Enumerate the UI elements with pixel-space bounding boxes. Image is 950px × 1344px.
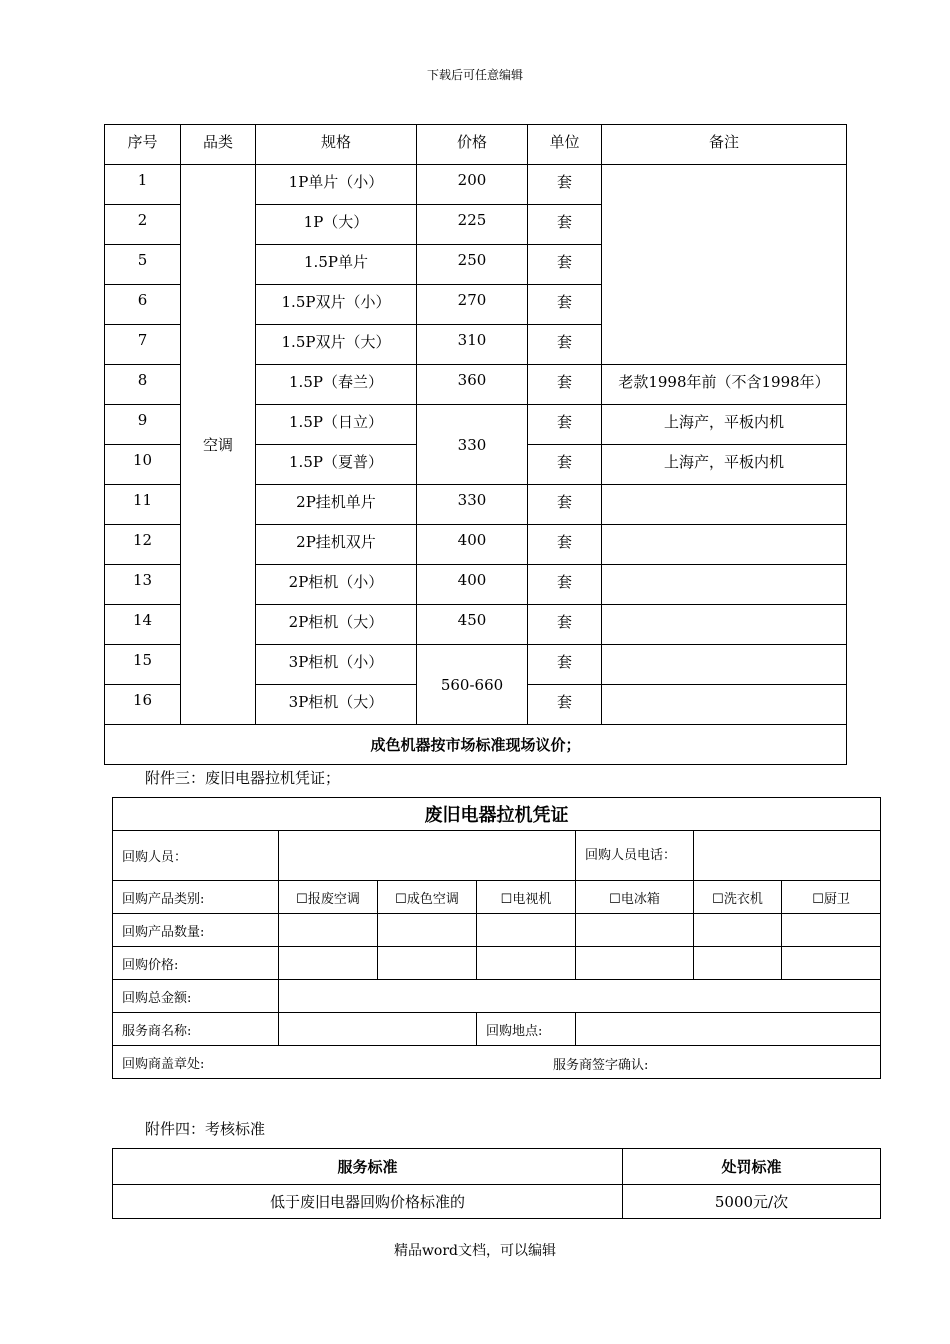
row-note: 上海产，平板内机 [602, 405, 847, 445]
buyer-label: 回购人员： [113, 831, 279, 881]
price-field[interactable] [279, 947, 378, 980]
row-spec: 1.5P（日立） [256, 405, 417, 445]
checkbox-tv[interactable]: ☐电视机 [477, 881, 576, 914]
row-price: 250 [417, 245, 528, 285]
price-field[interactable] [477, 947, 576, 980]
row-no: 5 [105, 245, 181, 285]
location-field[interactable] [576, 1013, 881, 1046]
col-header-category: 品类 [181, 125, 256, 165]
quantity-label: 回购产品数量: [113, 914, 279, 947]
row-unit: 套 [528, 325, 602, 365]
row-no: 6 [105, 285, 181, 325]
row-note [602, 525, 847, 565]
row-unit: 套 [528, 605, 602, 645]
attachment4-heading: 附件四：考核标准 [145, 1120, 266, 1138]
service-standard: 低于废旧电器回购价格标准的 [113, 1185, 623, 1219]
row-note: 老款1998年前（不含1998年） [602, 365, 847, 405]
row-spec: 1.5P（夏普） [256, 445, 417, 485]
row-spec: 2P挂机单片 [256, 485, 417, 525]
row-unit: 套 [528, 285, 602, 325]
row-price: 225 [417, 205, 528, 245]
stamp-signature-row [113, 1046, 881, 1079]
col-header-no: 序号 [105, 125, 181, 165]
row-spec: 1P（大） [256, 205, 417, 245]
price-label: 回购价格: [113, 947, 279, 980]
row-unit: 套 [528, 405, 602, 445]
row-unit: 套 [528, 445, 602, 485]
row-spec: 1P单片（小） [256, 165, 417, 205]
col-header-spec: 规格 [256, 125, 417, 165]
provider-label: 服务商名称: [113, 1013, 279, 1046]
row-no: 8 [105, 365, 181, 405]
row-no: 13 [105, 565, 181, 605]
row-price: 360 [417, 365, 528, 405]
row-unit: 套 [528, 525, 602, 565]
row-unit: 套 [528, 565, 602, 605]
total-field[interactable] [279, 980, 881, 1013]
row-note: 上海产，平板内机 [602, 445, 847, 485]
price-field[interactable] [782, 947, 881, 980]
col-header-unit: 单位 [528, 125, 602, 165]
row-no: 16 [105, 685, 181, 725]
quantity-field[interactable] [279, 914, 378, 947]
attachment3-heading: 附件三：废旧电器拉机凭证； [145, 769, 341, 787]
pickup-voucher-form [112, 797, 881, 1079]
table-footer-row [105, 725, 847, 765]
col-header-price: 价格 [417, 125, 528, 165]
row-spec: 2P柜机（小） [256, 565, 417, 605]
row-unit: 套 [528, 365, 602, 405]
checkbox-fridge[interactable]: ☐电冰箱 [576, 881, 694, 914]
recycle-price-table [104, 124, 847, 765]
row-unit: 套 [528, 645, 602, 685]
buyer-field[interactable] [279, 831, 576, 881]
row-spec: 2P柜机（大） [256, 605, 417, 645]
price-field[interactable] [694, 947, 782, 980]
row-no: 1 [105, 165, 181, 205]
total-label: 回购总金额: [113, 980, 279, 1013]
row-price-merged: 330 [417, 405, 528, 485]
row-price-merged: 560-660 [417, 645, 528, 725]
row-note [602, 485, 847, 525]
signature-label: 服务商签字确认: [553, 1058, 649, 1073]
row-spec: 3P柜机（小） [256, 645, 417, 685]
row-unit: 套 [528, 485, 602, 525]
row-spec: 1.5P双片（小） [256, 285, 417, 325]
checkbox-washer[interactable]: ☐洗衣机 [694, 881, 782, 914]
row-no: 15 [105, 645, 181, 685]
location-label: 回购地点: [477, 1013, 576, 1046]
row-no: 9 [105, 405, 181, 445]
row-no: 10 [105, 445, 181, 485]
quantity-field[interactable] [576, 914, 694, 947]
page-footer-note: 精品word文档，可以编辑 [393, 1243, 557, 1259]
row-price: 400 [417, 565, 528, 605]
quantity-field[interactable] [477, 914, 576, 947]
provider-field[interactable] [279, 1013, 477, 1046]
row-no: 11 [105, 485, 181, 525]
row-spec: 3P柜机（大） [256, 685, 417, 725]
price-field[interactable] [576, 947, 694, 980]
row-unit: 套 [528, 165, 602, 205]
row-note [602, 565, 847, 605]
col-header-service: 服务标准 [113, 1149, 623, 1185]
checkbox-scrapped-ac[interactable]: ☐报废空调 [279, 881, 378, 914]
row-no: 2 [105, 205, 181, 245]
category-cell: 空调 [181, 165, 256, 725]
checkbox-used-ac[interactable]: ☐成色空调 [378, 881, 477, 914]
row-price: 330 [417, 485, 528, 525]
row-price: 310 [417, 325, 528, 365]
row-price: 400 [417, 525, 528, 565]
row-price: 270 [417, 285, 528, 325]
quantity-field[interactable] [694, 914, 782, 947]
row-spec: 2P挂机双片 [256, 525, 417, 565]
row-spec: 1.5P双片（大） [256, 325, 417, 365]
row-no: 12 [105, 525, 181, 565]
row-note [602, 685, 847, 725]
row-price: 200 [417, 165, 528, 205]
table-row [105, 165, 847, 205]
price-field[interactable] [378, 947, 477, 980]
row-unit: 套 [528, 685, 602, 725]
row-spec: 1.5P（春兰） [256, 365, 417, 405]
table-footer-note: 成色机器按市场标准现场议价； [105, 725, 847, 765]
stamp-label: 回购商盖章处: [122, 1056, 205, 1072]
col-header-penalty: 处罚标准 [623, 1149, 881, 1185]
voucher-title: 废旧电器拉机凭证 [113, 798, 881, 831]
row-no: 14 [105, 605, 181, 645]
checkbox-kitchen[interactable]: ☐厨卫 [782, 881, 881, 914]
table-header-row [105, 125, 847, 165]
row-unit: 套 [528, 205, 602, 245]
quantity-field[interactable] [378, 914, 477, 947]
assessment-standard-table [112, 1148, 881, 1219]
row-price: 450 [417, 605, 528, 645]
col-header-note: 备注 [602, 125, 847, 165]
category-label: 回购产品类别: [113, 881, 279, 914]
quantity-field[interactable] [782, 914, 881, 947]
table-row [113, 1185, 881, 1219]
row-spec: 1.5P单片 [256, 245, 417, 285]
page-header-note: 下载后可任意编辑 [426, 68, 523, 82]
row-no: 7 [105, 325, 181, 365]
row-note [602, 645, 847, 685]
row-note [602, 605, 847, 645]
buyer-phone-field[interactable] [694, 831, 881, 881]
penalty-standard: 5000元/次 [623, 1185, 881, 1219]
row-unit: 套 [528, 245, 602, 285]
buyer-phone-label: 回购人员电话： [576, 831, 694, 881]
note-cell-empty [602, 165, 847, 365]
